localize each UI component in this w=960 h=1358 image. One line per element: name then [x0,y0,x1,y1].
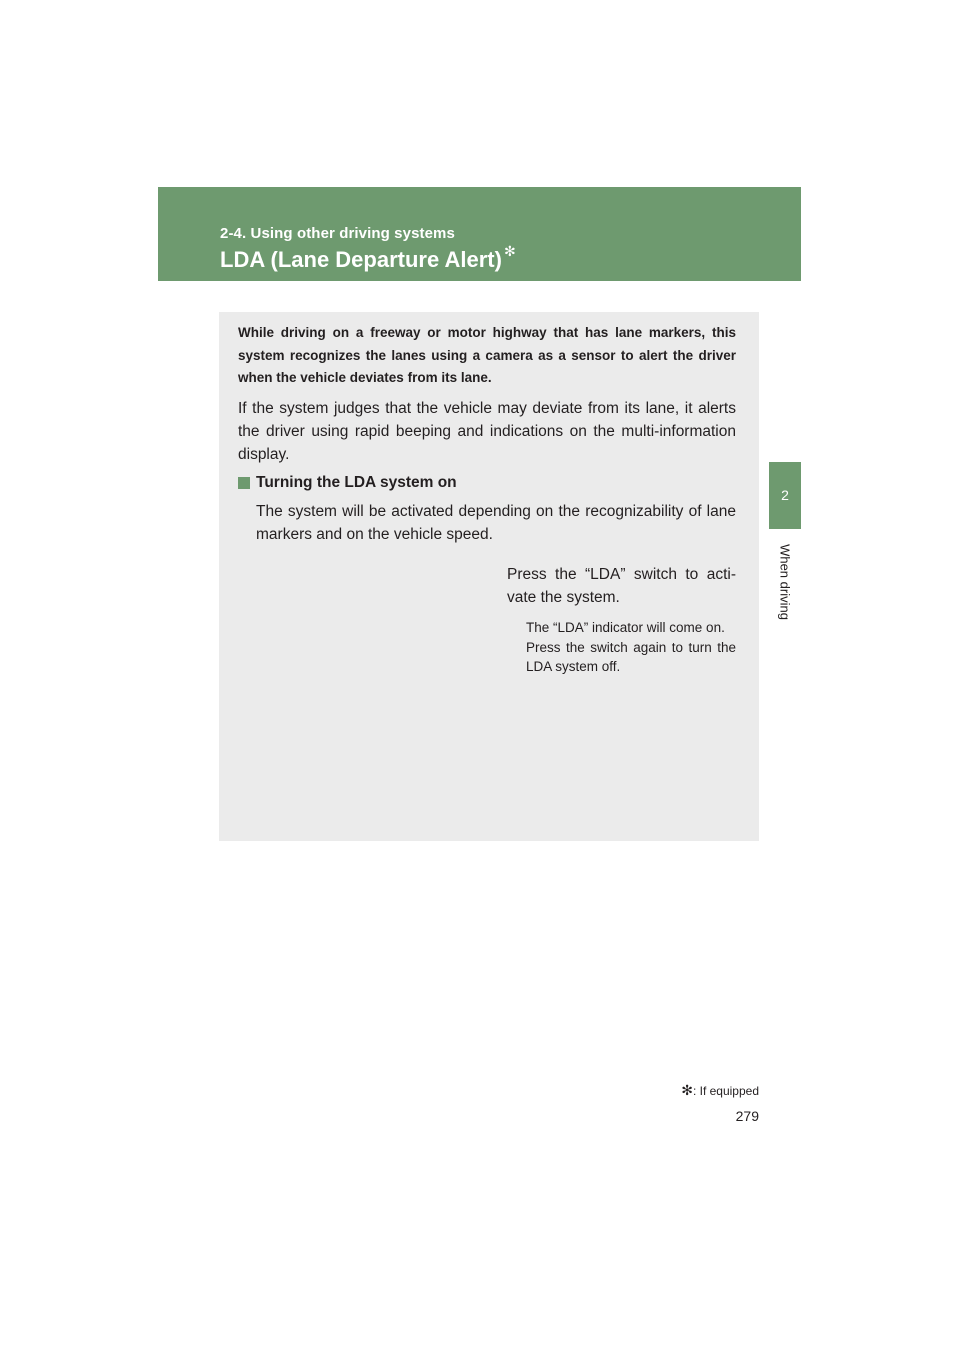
footnote [681,1082,759,1099]
page-number: 279 [735,1108,759,1124]
chapter-header [158,187,801,281]
subheading-text: Turning the LDA system on [256,474,457,491]
content-box [219,312,759,841]
square-bullet-icon [238,477,250,489]
description-text: If the system judges that the vehicle may deviate from its lane, it alerts the driver using rapid beeping and indications on the multi-information display. [238,400,736,463]
chapter-label: When driving [777,544,793,620]
step-note-off: Press the switch again to turn the LDA system off. [526,639,736,674]
step-note [526,618,736,677]
footnote-text: : If equipped [692,1084,759,1098]
step-instruction: Press the “LDA” switch to acti-vate the system. [507,566,736,606]
subheading [238,474,457,492]
chapter-tab: 2 [769,462,801,529]
intro-text: While driving on a freeway or motor highway that has lane markers, this system recognizes the lanes using a camera as a sensor to alert the driver when the vehicle deviates from its lane. [238,325,736,385]
page-title [220,243,516,273]
step-note-indicator: The “LDA” indicator will come on. [526,620,725,635]
asterisk-icon: ✻ [681,1082,693,1098]
asterisk-icon: ✻ [503,243,516,259]
section-label: 2-4. Using other driving systems [220,225,455,242]
page-title-text: LDA (Lane Departure Alert) [220,247,502,272]
subheading-description: The system will be activated depending on the recognizability of lane markers and on the vehicle speed. [256,503,736,543]
